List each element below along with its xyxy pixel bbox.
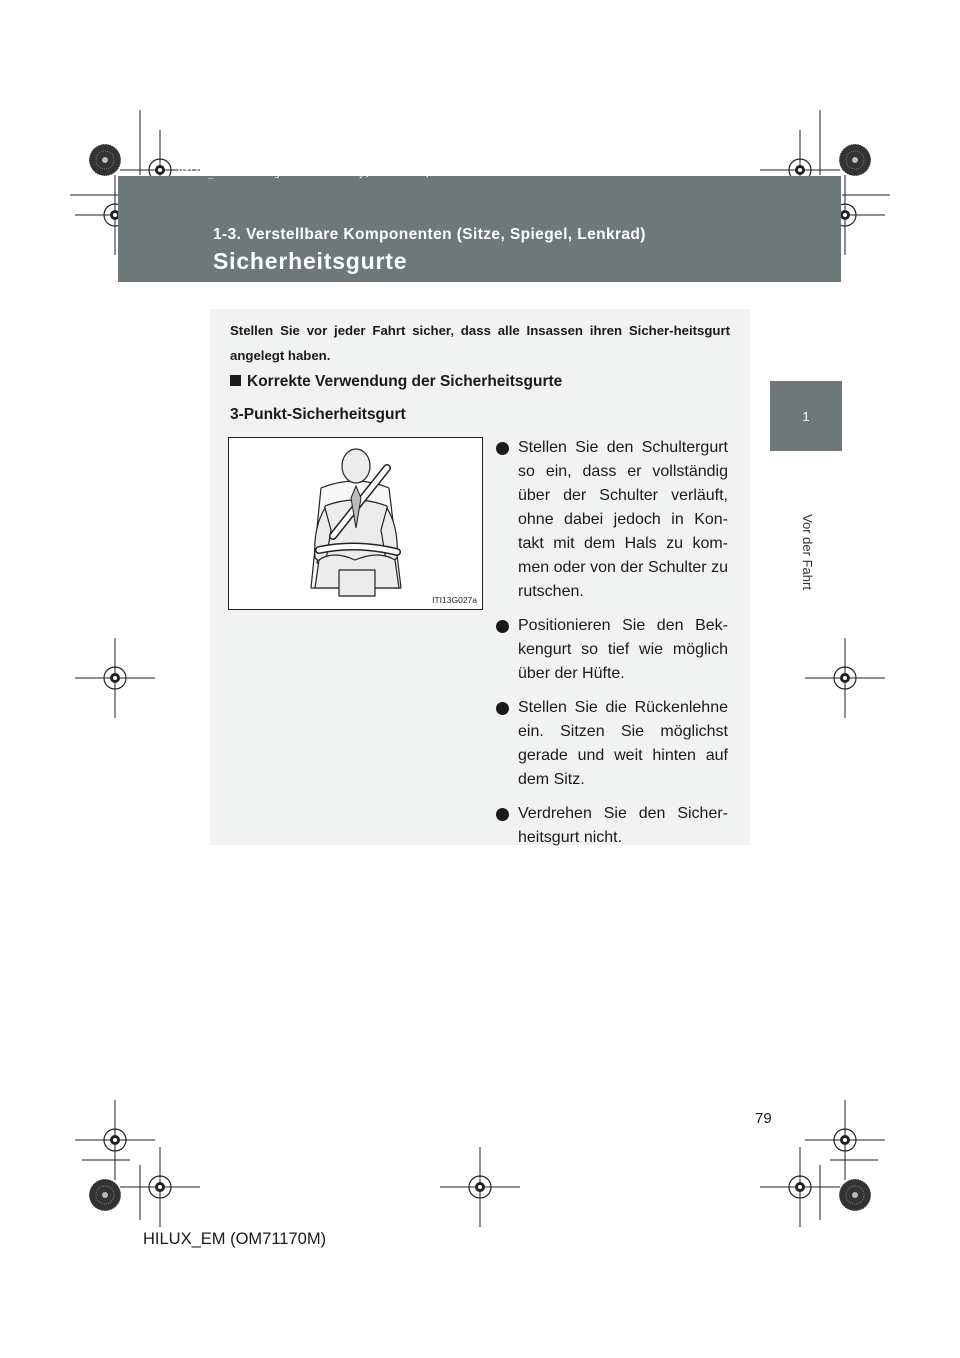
chapter-label: Vor der Fahrt (800, 514, 815, 590)
section-breadcrumb: 1-3. Verstellbare Komponenten (Sitze, Spiegel, Lenkrad) (213, 226, 646, 243)
section-header-band (118, 176, 841, 282)
bullet-text: Stellen Sie die Rückenlehne ein. Sitzen Sie möglichst gerade und weit hinten auf dem Sitz. (518, 699, 728, 788)
chapter-number: 1 (802, 408, 810, 424)
print-slug: HILUX_EM.book Page 79 Wednesday, March 23, 2011 2:48 PM (178, 168, 510, 179)
bullet-dot-icon (496, 808, 509, 821)
list-item (496, 696, 728, 792)
document-code: HILUX_EM (OM71170M) (143, 1230, 327, 1248)
bullet-dot-icon (496, 442, 509, 455)
subheading: 3-Punkt-Sicherheitsgurt (230, 406, 406, 423)
bullet-text: Stellen Sie den Schultergurt so ein, dass er vollständig über der Schulter verläuft, ohne dabei jedoch in Kon-takt mit dem Hals zu kom-men oder von der Schulter zu rutschen. (518, 439, 728, 600)
figure-code: ITI13G027a (432, 595, 477, 605)
bullet-text: Verdrehen Sie den Sicher-heitsgurt nicht. (518, 805, 728, 846)
list-item (496, 436, 728, 604)
bullet-text: Positionieren Sie den Bek-kengurt so tief wie möglich über der Hüfte. (518, 617, 728, 682)
chapter-tab (770, 381, 842, 451)
square-bullet-icon (230, 375, 241, 386)
intro-text: Stellen Sie vor jeder Fahrt sicher, dass alle Insassen ihren Sicher-heitsgurt angelegt haben. (230, 323, 730, 363)
bullet-list (496, 436, 728, 860)
list-item (496, 614, 728, 686)
section-heading-text: Korrekte Verwendung der Sicherheitsgurte (247, 373, 563, 390)
page-title: Sicherheitsgurte (213, 248, 408, 274)
seatbelt-illustration (228, 437, 483, 610)
section-heading (230, 373, 562, 391)
bullet-dot-icon (496, 620, 509, 633)
bullet-dot-icon (496, 702, 509, 715)
page-number: 79 (755, 1110, 772, 1127)
seated-person-drawing (229, 438, 482, 609)
list-item (496, 802, 728, 850)
